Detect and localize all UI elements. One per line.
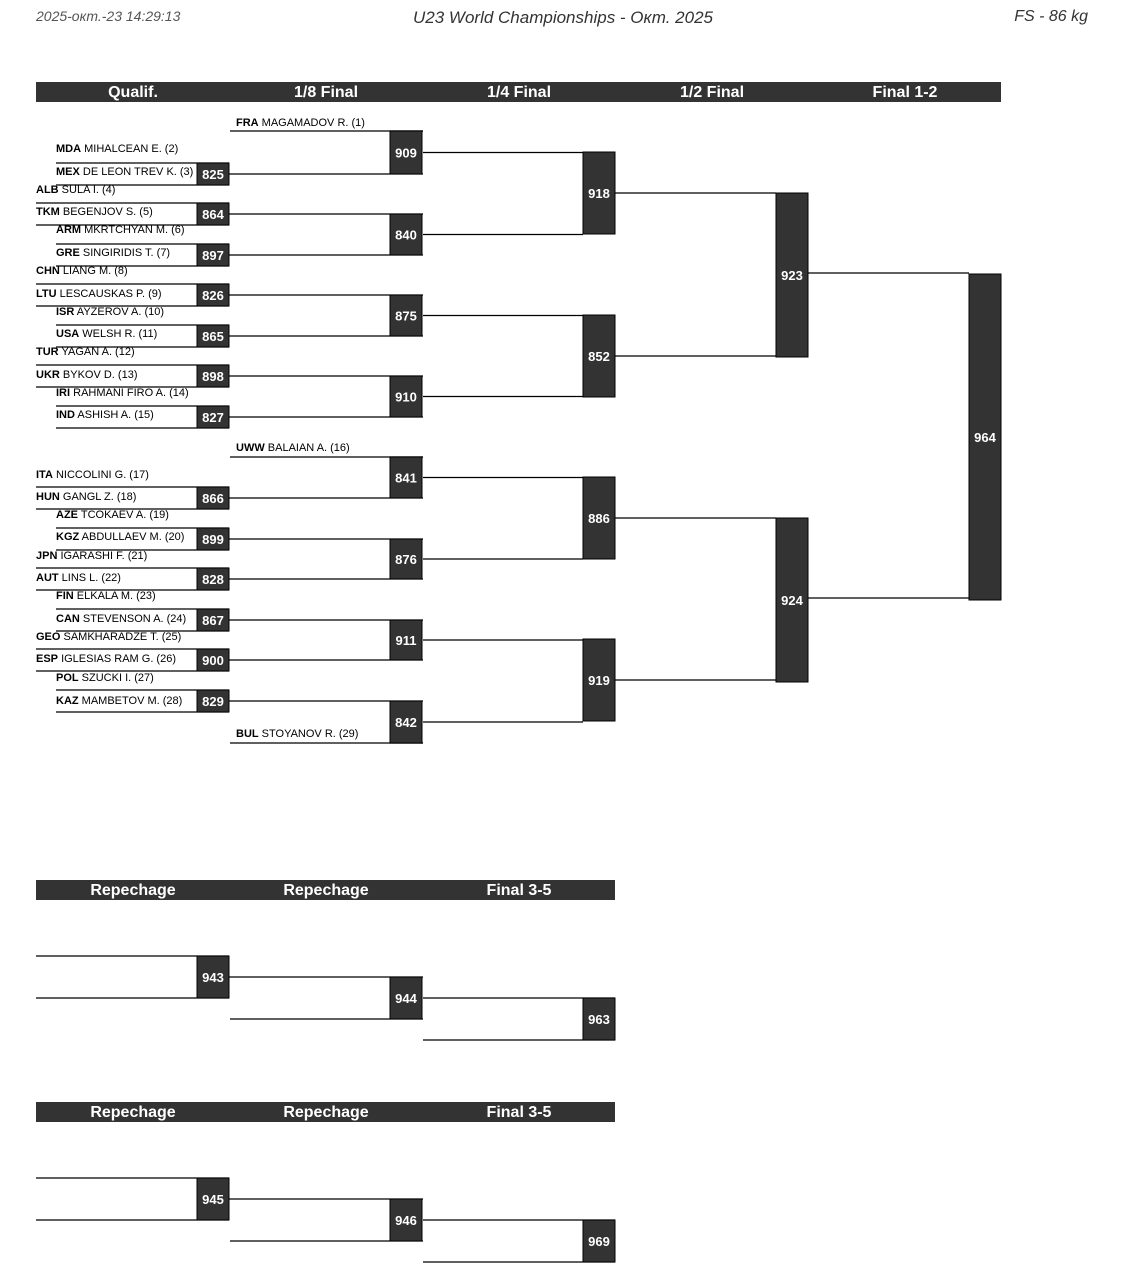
column-header: Qualif. — [108, 84, 158, 101]
bout-number: 866 — [202, 491, 224, 506]
athlete-entry — [56, 672, 154, 684]
athlete-name: MAGAMADOV R. (1) — [258, 117, 365, 129]
athlete-entry — [56, 166, 193, 178]
athlete-country: KAZ — [56, 695, 79, 707]
athlete-name: STEVENSON A. (24) — [79, 613, 187, 625]
bout-number: 946 — [395, 1213, 417, 1228]
column-header: Final 3-5 — [486, 882, 552, 899]
athlete-name: IGLESIAS RAM G. (26) — [58, 653, 176, 665]
bout-number: 900 — [202, 653, 224, 668]
athlete-entry — [236, 442, 350, 454]
column-header: Final 1-2 — [872, 84, 938, 101]
bout-number: 910 — [395, 389, 417, 405]
athlete-country: AUT — [36, 572, 59, 584]
athlete-country: ISR — [56, 306, 75, 318]
bout-number: 886 — [588, 511, 610, 526]
athlete-country: GEO — [36, 631, 61, 643]
athlete-country: UWW — [236, 442, 265, 454]
athlete-name: MKRTCHYAN M. (6) — [81, 224, 185, 236]
athlete-name: TCOKAEV A. (19) — [78, 509, 169, 521]
athlete-country: AZE — [56, 509, 78, 521]
athlete-name: GANGL Z. (18) — [59, 491, 137, 503]
athlete-entry — [36, 469, 149, 481]
athlete-name: NICCOLINI G. (17) — [52, 469, 149, 481]
athlete-name: LESCAUSKAS P. (9) — [56, 288, 162, 300]
column-header: Final 3-5 — [486, 1104, 552, 1121]
bout-number: 909 — [395, 145, 417, 161]
athlete-entry — [236, 117, 365, 129]
athlete-name: MIHALCEAN E. (2) — [81, 143, 179, 155]
athlete-entry — [236, 728, 358, 740]
athlete-entry — [36, 206, 153, 218]
athlete-country: ALB — [36, 184, 59, 196]
bout-number: 943 — [202, 970, 224, 985]
column-header: 1/2 Final — [679, 84, 745, 101]
athlete-entry — [56, 531, 184, 543]
athlete-name: LIANG M. (8) — [59, 265, 128, 277]
athlete-name: YAGAN A. (12) — [58, 346, 135, 358]
bout-number: 918 — [588, 186, 610, 201]
athlete-entry — [56, 409, 154, 421]
athlete-name: AYZEROV A. (10) — [74, 306, 165, 318]
athlete-country: USA — [56, 328, 80, 340]
athlete-entry — [36, 346, 135, 358]
bout-number: 865 — [202, 329, 224, 344]
bout-number: 829 — [202, 694, 224, 709]
bout-number: 919 — [588, 673, 610, 688]
athlete-name: LINS L. (22) — [58, 572, 121, 584]
athlete-entry — [36, 550, 147, 562]
athlete-country: TUR — [36, 346, 59, 358]
athlete-country: IND — [56, 409, 75, 421]
athlete-country: ESP — [36, 653, 59, 665]
bout-number: 923 — [781, 268, 803, 283]
athlete-country: JPN — [36, 550, 58, 562]
column-header: Repechage — [90, 1104, 176, 1121]
bout-number: 969 — [588, 1234, 610, 1249]
bout-number: 864 — [202, 207, 224, 222]
athlete-name: RAHMANI FIRO A. (14) — [70, 387, 189, 399]
column-header: Repechage — [90, 882, 176, 899]
athlete-entry — [36, 653, 176, 665]
athlete-entry — [36, 265, 128, 277]
athlete-entry — [56, 247, 170, 259]
column-header: 1/8 Final — [293, 84, 359, 101]
athlete-name: STOYANOV R. (29) — [258, 728, 359, 740]
athlete-entry — [36, 184, 115, 196]
athlete-entry — [36, 288, 162, 300]
athlete-country: ITA — [36, 469, 53, 481]
athlete-entry — [56, 387, 189, 399]
bout-number: 945 — [202, 1192, 224, 1207]
athlete-entry — [56, 509, 169, 521]
athlete-name: IGARASHI F. (21) — [57, 550, 148, 562]
weight-category: FS - 86 kg — [1014, 8, 1088, 25]
athlete-name: SZUCKI I. (27) — [78, 672, 154, 684]
column-header: Repechage — [283, 882, 369, 899]
athlete-country: HUN — [36, 491, 60, 503]
athlete-country: CHN — [36, 265, 60, 277]
bout-number: 828 — [202, 572, 224, 587]
column-header: 1/4 Final — [486, 84, 552, 101]
bout-number: 827 — [202, 410, 224, 425]
bout-number: 944 — [395, 991, 417, 1006]
athlete-country: ARM — [56, 224, 82, 236]
bout-number: 840 — [395, 227, 417, 243]
athlete-name: WELSH R. (11) — [79, 328, 158, 340]
athlete-entry — [56, 328, 157, 340]
athlete-name: ASHISH A. (15) — [74, 409, 154, 421]
column-header: Repechage — [283, 1104, 369, 1121]
athlete-name: SINGIRIDIS T. (7) — [79, 247, 171, 259]
bout-number: 911 — [395, 633, 417, 648]
athlete-name: SULA I. (4) — [58, 184, 116, 196]
athlete-name: BYKOV D. (13) — [59, 369, 138, 381]
bout-number: 841 — [395, 470, 417, 486]
bout-number: 852 — [588, 349, 610, 364]
bout-number: 898 — [202, 369, 224, 384]
bout-number: 897 — [202, 248, 224, 263]
bout-number: 899 — [202, 532, 224, 547]
athlete-entry — [56, 306, 164, 318]
athlete-entry — [36, 631, 181, 643]
athlete-country: GRE — [56, 247, 80, 259]
athlete-name: BALAIAN A. (16) — [264, 442, 350, 454]
athlete-country: LTU — [36, 288, 57, 300]
athlete-name: ABDULLAEV M. (20) — [79, 531, 185, 543]
bout-number: 842 — [395, 715, 417, 730]
bout-number: 924 — [781, 593, 803, 608]
athlete-country: TKM — [36, 206, 60, 218]
athlete-country: BUL — [236, 728, 259, 740]
athlete-entry — [56, 613, 186, 625]
athlete-country: MEX — [56, 166, 80, 178]
athlete-name: DE LEON TREV K. (3) — [79, 166, 194, 178]
bout-number: 826 — [202, 288, 224, 303]
athlete-name: SAMKHARADZE T. (25) — [60, 631, 182, 643]
athlete-entry — [36, 572, 121, 584]
athlete-country: IRI — [56, 387, 71, 399]
bout-number: 867 — [202, 613, 224, 628]
athlete-entry — [56, 143, 178, 155]
athlete-entry — [56, 590, 156, 602]
athlete-entry — [36, 491, 136, 503]
athlete-entry — [56, 695, 182, 707]
athlete-country: POL — [56, 672, 79, 684]
athlete-country: FRA — [236, 117, 259, 129]
bout-number: 825 — [202, 167, 224, 182]
athlete-country: FIN — [56, 590, 74, 602]
header-timestamp: 2025-окт.-23 14:29:13 — [36, 8, 181, 24]
athlete-country: MDA — [56, 143, 82, 155]
bout-number: 964 — [974, 430, 996, 445]
athlete-country: UKR — [36, 369, 60, 381]
athlete-name: BEGENJOV S. (5) — [59, 206, 153, 218]
athlete-entry — [56, 224, 185, 236]
athlete-entry — [36, 369, 137, 381]
athlete-name: MAMBETOV M. (28) — [78, 695, 183, 707]
bout-number: 875 — [395, 308, 417, 324]
athlete-country: KGZ — [56, 531, 80, 543]
page-title: U23 World Championships - Окт. 2025 — [413, 8, 713, 27]
bout-number: 876 — [395, 552, 417, 567]
athlete-name: ELKALA M. (23) — [73, 590, 156, 602]
athlete-country: CAN — [56, 613, 80, 625]
bout-number: 963 — [588, 1012, 610, 1027]
